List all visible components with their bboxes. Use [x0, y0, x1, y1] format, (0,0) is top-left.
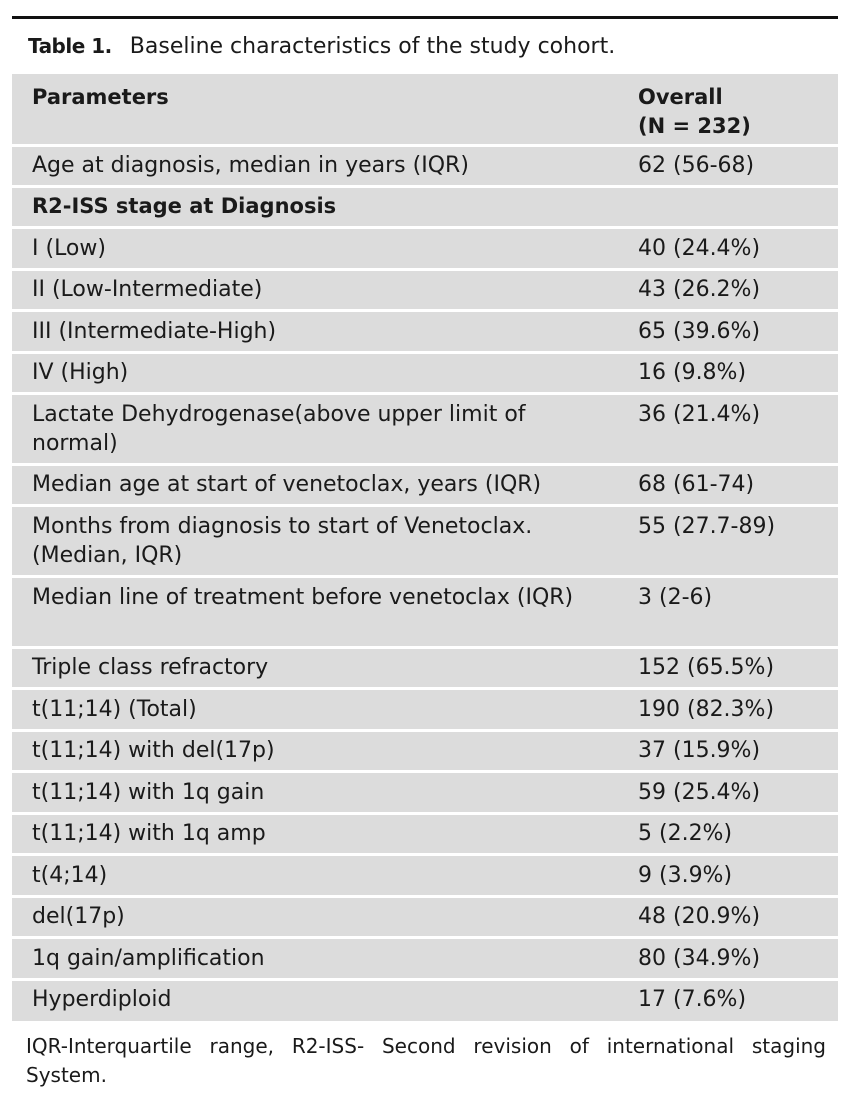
- header-overall: [638, 83, 828, 141]
- row-value: 9 (3.9%): [638, 863, 733, 888]
- table-row: [12, 507, 838, 578]
- row-value: 43 (26.2%): [638, 277, 761, 302]
- table-row: [12, 312, 838, 354]
- row-parameter: t(4;14): [32, 863, 108, 888]
- row-parameter: t(11;14) with 1q amp: [32, 821, 266, 846]
- row-value: 80 (34.9%): [638, 946, 761, 971]
- row-value: 3 (2-6): [638, 585, 713, 610]
- row-parameter: I (Low): [32, 236, 106, 261]
- row-parameter: Hyperdiploid: [32, 987, 172, 1012]
- table-row: [12, 898, 838, 939]
- row-parameter: t(11;14) with 1q gain: [32, 780, 265, 805]
- table-row: [12, 981, 838, 1021]
- table-row: [12, 354, 838, 395]
- table-row: [12, 856, 838, 898]
- row-value: 68 (61-74): [638, 472, 755, 497]
- row-parameter: IV (High): [32, 360, 129, 385]
- row-value: 65 (39.6%): [638, 319, 761, 344]
- row-parameter: t(11;14) (Total): [32, 697, 197, 722]
- table-row: [12, 649, 838, 690]
- top-rule: [12, 16, 838, 19]
- group-heading: R2-ISS stage at Diagnosis: [32, 194, 337, 218]
- table-number: Table 1.: [28, 34, 112, 58]
- row-value: 40 (24.4%): [638, 236, 761, 261]
- table-row: [12, 271, 838, 312]
- table-row: [12, 939, 838, 981]
- header-overall-n: (N = 232): [638, 114, 751, 138]
- row-parameter: Median line of treatment before venetoclax (IQR): [32, 585, 574, 610]
- row-parameter: Age at diagnosis, median in years (IQR): [32, 153, 469, 178]
- row-value: 48 (20.9%): [638, 904, 761, 929]
- row-value: 17 (7.6%): [638, 987, 747, 1012]
- table-row: [12, 578, 838, 649]
- baseline-table: [12, 74, 838, 1021]
- row-parameter: Lactate Dehydrogenase(above upper limit of normal): [32, 402, 526, 456]
- table-row: [12, 395, 838, 466]
- table-row: [12, 147, 838, 188]
- row-parameter: III (Intermediate-High): [32, 319, 277, 344]
- row-parameter: II (Low-Intermediate): [32, 277, 263, 302]
- row-parameter: del(17p): [32, 904, 125, 929]
- table-row: [12, 773, 838, 815]
- row-value: 190 (82.3%): [638, 697, 775, 722]
- table-title: Baseline characteristics of the study cohort.: [129, 34, 616, 59]
- table-row: [12, 815, 838, 856]
- table-header-row: [12, 74, 838, 147]
- row-parameter: Months from diagnosis to start of Venetoclax. (Median, IQR): [32, 514, 533, 568]
- row-value: 36 (21.4%): [638, 402, 761, 427]
- table-row: [12, 229, 838, 271]
- row-parameter: Triple class refractory: [32, 655, 269, 680]
- row-value: 5 (2.2%): [638, 821, 733, 846]
- table-footnote: IQR-Interquartile range, R2-ISS- Second revision of international staging System.: [26, 1034, 826, 1087]
- table-row: [12, 690, 838, 732]
- row-parameter: t(11;14) with del(17p): [32, 738, 275, 763]
- header-overall-label: Overall: [638, 85, 723, 109]
- row-value: 55 (27.7-89): [638, 514, 776, 539]
- row-value: 152 (65.5%): [638, 655, 775, 680]
- row-parameter: 1q gain/amplification: [32, 946, 265, 971]
- header-parameters: Parameters: [32, 85, 169, 109]
- row-value: 16 (9.8%): [638, 360, 747, 385]
- table-row: [12, 466, 838, 507]
- row-value: 59 (25.4%): [638, 780, 761, 805]
- table-caption: [28, 30, 615, 63]
- table-row-group-heading: [12, 188, 838, 229]
- row-parameter: Median age at start of venetoclax, years (IQR): [32, 472, 542, 497]
- row-value: 37 (15.9%): [638, 738, 761, 763]
- table-row: [12, 732, 838, 773]
- row-value: 62 (56-68): [638, 153, 755, 178]
